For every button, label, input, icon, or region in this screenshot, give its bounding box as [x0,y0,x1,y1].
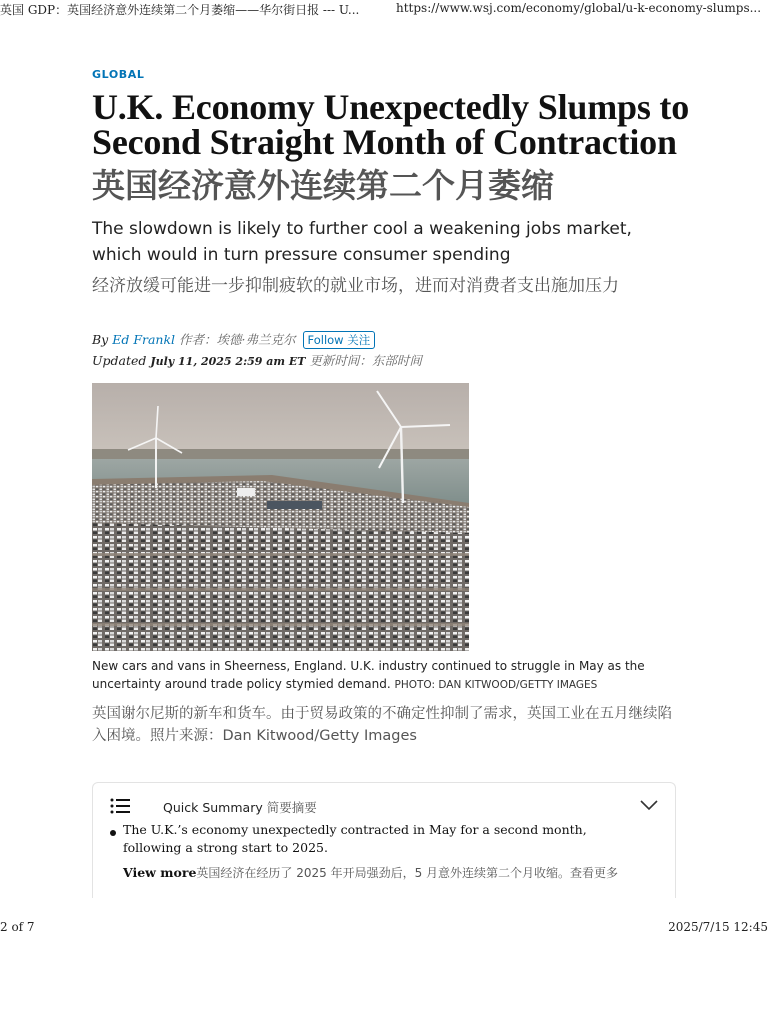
bullet-icon [109,829,117,837]
print-header [0,0,768,20]
author-translation: 作者：埃德·弗兰克尔 [179,332,296,347]
page-number: 2 of 7 [0,920,35,934]
view-more-row [123,864,663,882]
author-link[interactable]: Ed Frankl [112,332,176,347]
headline: U.K. Economy Unexpectedly Slumps to Second Straight Month of Contraction [92,87,690,162]
print-header-title: 英国 GDP：英国经济意外连续第二个月萎缩——华尔街日报 --- U... [0,3,360,17]
dek: The slowdown is likely to further cool a weakening jobs market, which would in turn pressure consumer spending [92,219,632,265]
list-icon [110,798,130,814]
photo-credit: PHOTO: DAN KITWOOD/GETTY IMAGES [394,679,598,691]
article-photo [92,383,469,651]
caption-text: New cars and vans in Sheerness, England. U.K. industry continued to struggle in May as the uncertainty around trade policy stymied demand. [92,659,645,691]
print-datetime: 2025/7/15 12:45 [668,920,768,934]
byline [92,330,375,349]
quick-summary-panel [92,782,676,898]
photo-car-lot-wind-turbines [92,383,469,651]
updated-label: Updated [92,353,147,368]
quick-summary-header[interactable] [110,796,658,816]
byline-by: By [92,332,109,347]
follow-button[interactable]: Follow 关注 [303,331,376,349]
summary-bullet-text: The U.K.’s economy unexpectedly contracted in May for a second month, following a strong start to 2025. [123,822,587,855]
quick-summary-title [163,798,317,816]
dateline [92,351,422,369]
view-more-button[interactable]: View more [123,865,197,880]
print-header-url[interactable]: https://www.wsj.com/economy/global/u-k-economy-slumps... [396,1,762,15]
headline-translation: 英国经济意外连续第二个月萎缩 [92,166,554,205]
publish-date: July 11, 2025 2:59 am ET [150,355,306,368]
quick-summary-title-cn: 简要摘要 [266,800,317,815]
section-label[interactable]: GLOBAL [92,68,145,81]
dek-translation: 经济放缓可能进一步抑制疲软的就业市场，进而对消费者支出施加压力 [92,276,619,296]
caption-translation: 英国谢尔尼斯的新车和货车。由于贸易政策的不确定性抑制了需求，英国工业在五月继续陷入困境。照片来源：Dan Kitwood/Getty Images [92,706,672,744]
photo-caption [92,657,652,694]
quick-summary-title-en: Quick Summary [163,800,263,815]
view-more-translation: 英国经济在经历了 2025 年开局强劲后，5 月意外连续第二个月收缩。查看更多 [196,866,619,880]
date-translation: 更新时间：东部时间 [309,353,422,368]
chevron-down-icon[interactable] [640,799,658,811]
